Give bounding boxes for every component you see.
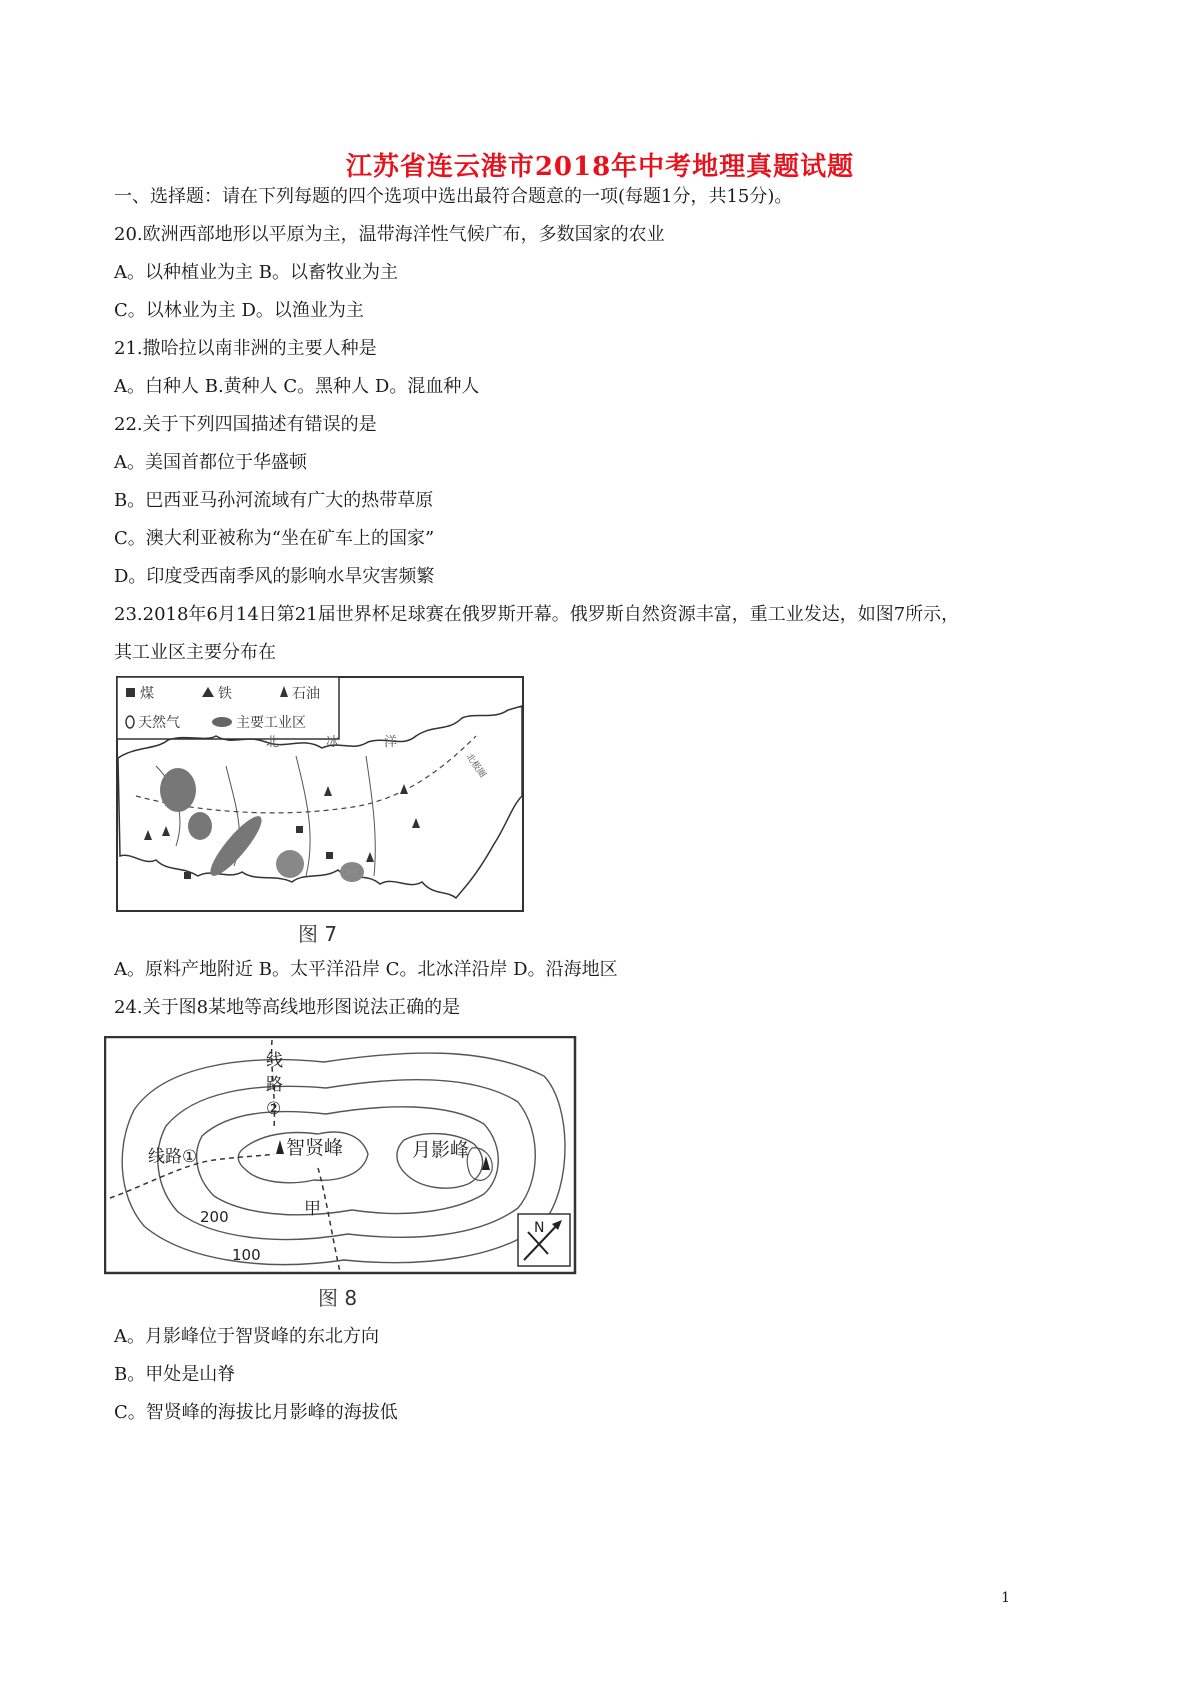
- q24-stem: 24.关于图8某地等高线地形图说法正确的是: [114, 997, 461, 1018]
- contour-map-graphic: [104, 1036, 580, 1280]
- contour-label-100: 100: [232, 1246, 261, 1264]
- q20-options-ab: A。以种植业为主 B。以畜牧业为主: [114, 262, 398, 283]
- q23-stem-line2: 其工业区主要分布在: [114, 642, 276, 663]
- ocean-label-bing: 冰: [326, 735, 340, 750]
- coal-legend-icon: [126, 688, 135, 697]
- legend-gas: 天然气: [138, 715, 180, 731]
- russia-map-graphic: [116, 676, 524, 912]
- q23-stem-line1: 23.2018年6月14日第21届世界杯足球赛在俄罗斯开幕。俄罗斯自然资源丰富，重工业发达，如图7所示，: [114, 604, 960, 625]
- legend-iron: 铁: [218, 686, 232, 702]
- q24-option-b: B。甲处是山脊: [114, 1364, 236, 1385]
- q21-stem: 21.撒哈拉以南非洲的主要人种是: [114, 338, 377, 359]
- industrial-zone-kuznetsk: [276, 850, 304, 878]
- route-2-label-c: ②: [266, 1099, 282, 1119]
- page-number: 1: [1001, 1590, 1010, 1606]
- q21-options: A。白种人 B.黄种人 C。黑种人 D。混血种人: [114, 376, 480, 397]
- q20-options-cd: C。以林业为主 D。以渔业为主: [114, 300, 364, 321]
- industrial-zone-volga: [188, 812, 212, 840]
- section-instructions: 一、选择题：请在下列每题的四个选项中选出最符合题意的一项(每题1分，共15分)。: [114, 186, 793, 207]
- figure-7-caption: 图 7: [298, 922, 338, 946]
- arctic-circle-label: 北极圈: [463, 751, 488, 780]
- q24-option-c: C。智贤峰的海拔比月影峰的海拔低: [114, 1402, 398, 1423]
- q24-option-a: A。月影峰位于智贤峰的东北方向: [114, 1326, 379, 1347]
- peak-label-yueying: 月影峰: [412, 1139, 470, 1161]
- q22-stem: 22.关于下列四国描述有错误的是: [114, 414, 377, 435]
- industrial-zone-legend-icon: [212, 717, 232, 727]
- north-label: N: [534, 1220, 545, 1236]
- contour-label-200: 200: [200, 1208, 229, 1226]
- q22-option-c: C。澳大利亚被称为“坐在矿车上的国家”: [114, 528, 435, 549]
- ocean-label-yang: 洋: [384, 735, 398, 750]
- peak-label-zhixian: 智贤峰: [286, 1137, 344, 1159]
- industrial-zone-baikal: [340, 862, 364, 882]
- industrial-zone-west: [160, 768, 196, 812]
- route-2-label-b: 路: [266, 1075, 283, 1095]
- q22-option-a: A。美国首都位于华盛顿: [114, 452, 307, 473]
- q22-option-d: D。印度受西南季风的影响水旱灾害频繁: [114, 566, 435, 587]
- figure-7-russia-map: [116, 676, 524, 912]
- legend-coal: 煤: [140, 686, 154, 702]
- jia-label: 甲: [304, 1199, 321, 1219]
- legend-oil: 石油: [292, 686, 320, 702]
- q20-stem: 20.欧洲西部地形以平原为主，温带海洋性气候广布，多数国家的农业: [114, 224, 665, 245]
- q22-option-b: B。巴西亚马孙河流域有广大的热带草原: [114, 490, 434, 511]
- figure-8-caption: 图 8: [318, 1286, 358, 1310]
- figure-8-contour-map: [104, 1036, 580, 1280]
- q23-options: A。原料产地附近 B。太平洋沿岸 C。北冰洋沿岸 D。沿海地区: [114, 959, 618, 980]
- route-2-label-a: 线: [266, 1051, 283, 1071]
- legend-industrial: 主要工业区: [236, 715, 306, 731]
- route-1-label: 线路①: [148, 1147, 198, 1167]
- ocean-label-bei: 北: [266, 735, 280, 750]
- page-title: 江苏省连云港市2018年中考地理真题试题: [345, 152, 855, 182]
